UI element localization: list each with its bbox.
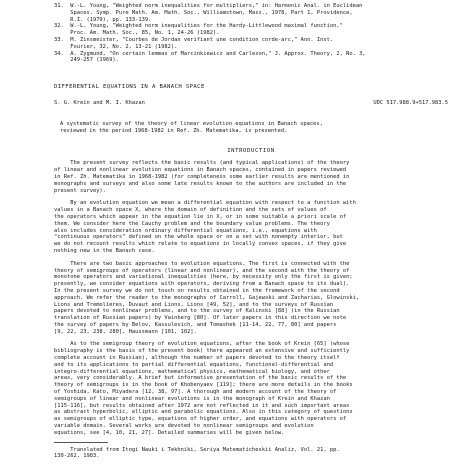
reference-line: R.I. (1979), pp. 133-139. [54, 16, 152, 23]
paragraph-line: the survey of papers by Belov, Kassulevich, and Tomashek [11-14, 22, 77, 80] and papers [54, 321, 337, 328]
abstract [54, 121, 448, 135]
paragraph-line: nothing new in the Banach case. [54, 247, 155, 254]
paragraph-line: integro-differential equations, mathematical physics, mathematical biology, and other [54, 368, 330, 375]
paragraph-line: variable domain. Several works are devoted to nonlinear semigroups and evolution [54, 423, 314, 430]
paragraph-line: monotone operators and variational inequalities (here, by necessity only the first is given; [54, 274, 353, 281]
paragraph-line: "continuous operators" defined on the whole space or on a set with nonempty interior, but [54, 234, 343, 241]
paragraph-line: Lions and Tremolieres, Duvaut and Lions, Lions [49, 52], and to the surveys of Russian [54, 301, 334, 308]
reference-line: 34. A. Zygmund, "On certain lemmas of Marcinkiewicz and Carleson," J. Approx. Theory, 2, No. 3, [54, 50, 366, 57]
paragraph-line: as abstract hyperbolic, elliptic and parabolic equations. Also in this category of questions [54, 409, 353, 416]
paragraph-line: monographs and surveys and also some late results known to the authors are included in the [54, 180, 347, 187]
paragraph-line: areas, very considerably. A brief but informative presentation of the basic results of the [54, 375, 347, 382]
paragraph-3 [54, 261, 448, 336]
reference-line: Proc. Am. Math. Soc., 85, No. 1, 24-26 (1982). [54, 30, 220, 37]
reference-line: 31. W.-L. Young, "Weighted norm inequalities for multipliers," in: Harmonic Anal. in Euclidean [54, 3, 363, 9]
abstract-line: A systematic survey of the theory of linear evolution equations in Banach spaces, [60, 120, 323, 127]
paragraph-4 [54, 341, 448, 436]
reference-line: Fourier, 32, No. 2, 13-21 (1982). [54, 43, 178, 50]
paragraph-line: as semigroups of elliptic type, equations of higher order, and equations with operators of [54, 416, 347, 423]
footnote [54, 447, 448, 461]
reference-line: 32. W.-L. Young, "Weighted norm inequalities for the Hardy-Littlewood maximal function," [54, 23, 343, 30]
paragraph-line: In the present survey we do not touch on results obtained in the framework of the second [54, 287, 340, 294]
reference-line: 33. M. Zinsmeister, "Courbes de Jordan verifiant une condition corde-arc," Ann. Inst. [54, 36, 334, 43]
paragraph-line: the operators which appear in the equation lie in X, or in some suitable a priori scale of [54, 213, 347, 220]
paragraph-line: translation of Russian papers) by Vainberg [80]. Of later papers in this direction we note [54, 315, 347, 322]
paragraph-line: As to the semigroup theory of evolution equations, after the book of Krein [65] (whose [54, 341, 350, 348]
paragraph-line: [9, 22, 23, 238, 280], Haussmann [101, 102]. [54, 328, 197, 335]
paragraph-line: theory of semigroups of operators (linear and nonlinear), and the second with the theory of [54, 267, 350, 274]
footnote-line: 130-262, 1983. [54, 453, 100, 460]
paragraph-line: in Ref. Zh. Matematika in 1968-1982 (for completeness some earlier results are mentioned in [54, 173, 350, 180]
paragraph-line: and to its applications to partial differential equations, functional-differential and [54, 361, 334, 368]
byline [54, 100, 448, 107]
paragraph-line: [115-116], but results obtained after 1972 are not reflected in it and such important areas [54, 402, 350, 409]
paragraph-line: papers devoted to nonlinear problems, and to the survey of Kalinski [88] (in the Russian [54, 308, 340, 315]
paragraph-line: complete account in Russian), although the number of papers devoted to the theory itself [54, 355, 340, 362]
footnote-line: Translated from Itogi Nauki i Tekhniki, Seriya Matematicheskii Analiz, Vol. 21, pp. [54, 446, 340, 453]
paragraph-line: semigroups of linear and nonlinear evolutions is in the monograph of Krein and Khazan [54, 395, 330, 402]
paragraph-line: The present survey reflects the basic results (and typical applications) of the theory [54, 160, 350, 167]
paragraph-line: present survey). [54, 187, 106, 194]
reference-line: 249-257 (1969). [54, 57, 119, 64]
paragraph-line: presently, we consider equations with operators, deriving from a Banach space to its dual). [54, 281, 350, 288]
authors: S. G. Krein and M. I. Khazan [54, 99, 145, 106]
paragraph-line: we do not recount results which relate to equations in locally convex spaces, if they give [54, 241, 347, 248]
paragraph-line: values in a Banach space X, where the domain of definition and the sets of values of [54, 207, 327, 214]
reference-line: Spaces. Symp. Pure Math. Am. Math. Soc., Williamstown, Mass., 1978, Part 1, Providence, [54, 9, 353, 16]
introduction-heading: INTRODUCTION [227, 147, 275, 154]
paragraph-line: of linear and nonlinear evolution equations in Banach spaces, contained in papers reviewed [54, 167, 347, 174]
paragraph-line: approach. We refer the reader to the monographs of Carroll, Gajewski and Zacharias, Glowinski, [54, 294, 360, 301]
reference-list [54, 3, 448, 64]
paragraph-line: There are two basic approaches to evolution equations. The first is connected with the [54, 260, 350, 267]
udc-code: UDC 517.988.9+517.983.5 [373, 99, 448, 106]
paragraph-line: equations, see [4, 10, 21, 27]. Detailed summaries will be given below. [54, 429, 285, 436]
paragraph-line: By an evolution equation we mean a differential equation with respect to a function with [54, 200, 356, 207]
paragraph-2 [54, 200, 448, 254]
paragraph-line: of Yoshida, Kato, Miyadera [12, 38, 97]. A thorough and modern account of the theory of [54, 389, 337, 396]
paragraph-line: also includes consideration ordinary differential equations, i.e., equations with [54, 227, 317, 234]
paragraph-1 [54, 160, 448, 194]
paragraph-line: theory of semigroups is in the book of Khobenyaev [119]; there are more details in the books [54, 382, 353, 389]
footnote-divider [54, 442, 108, 443]
paragraph-line: bibliography is the basis of the present book) there appeared an extensive and sufficiently [54, 348, 350, 355]
abstract-line: reviewed in the period 1968-1982 in Ref. Zh. Matematika, is presented. [60, 127, 288, 134]
paragraph-line: them. We consider here the Cauchy problem and the boundary value problems. The theory [54, 220, 330, 227]
section-title: DIFFERENTIAL EQUATIONS IN A BANACH SPACE [54, 84, 205, 91]
